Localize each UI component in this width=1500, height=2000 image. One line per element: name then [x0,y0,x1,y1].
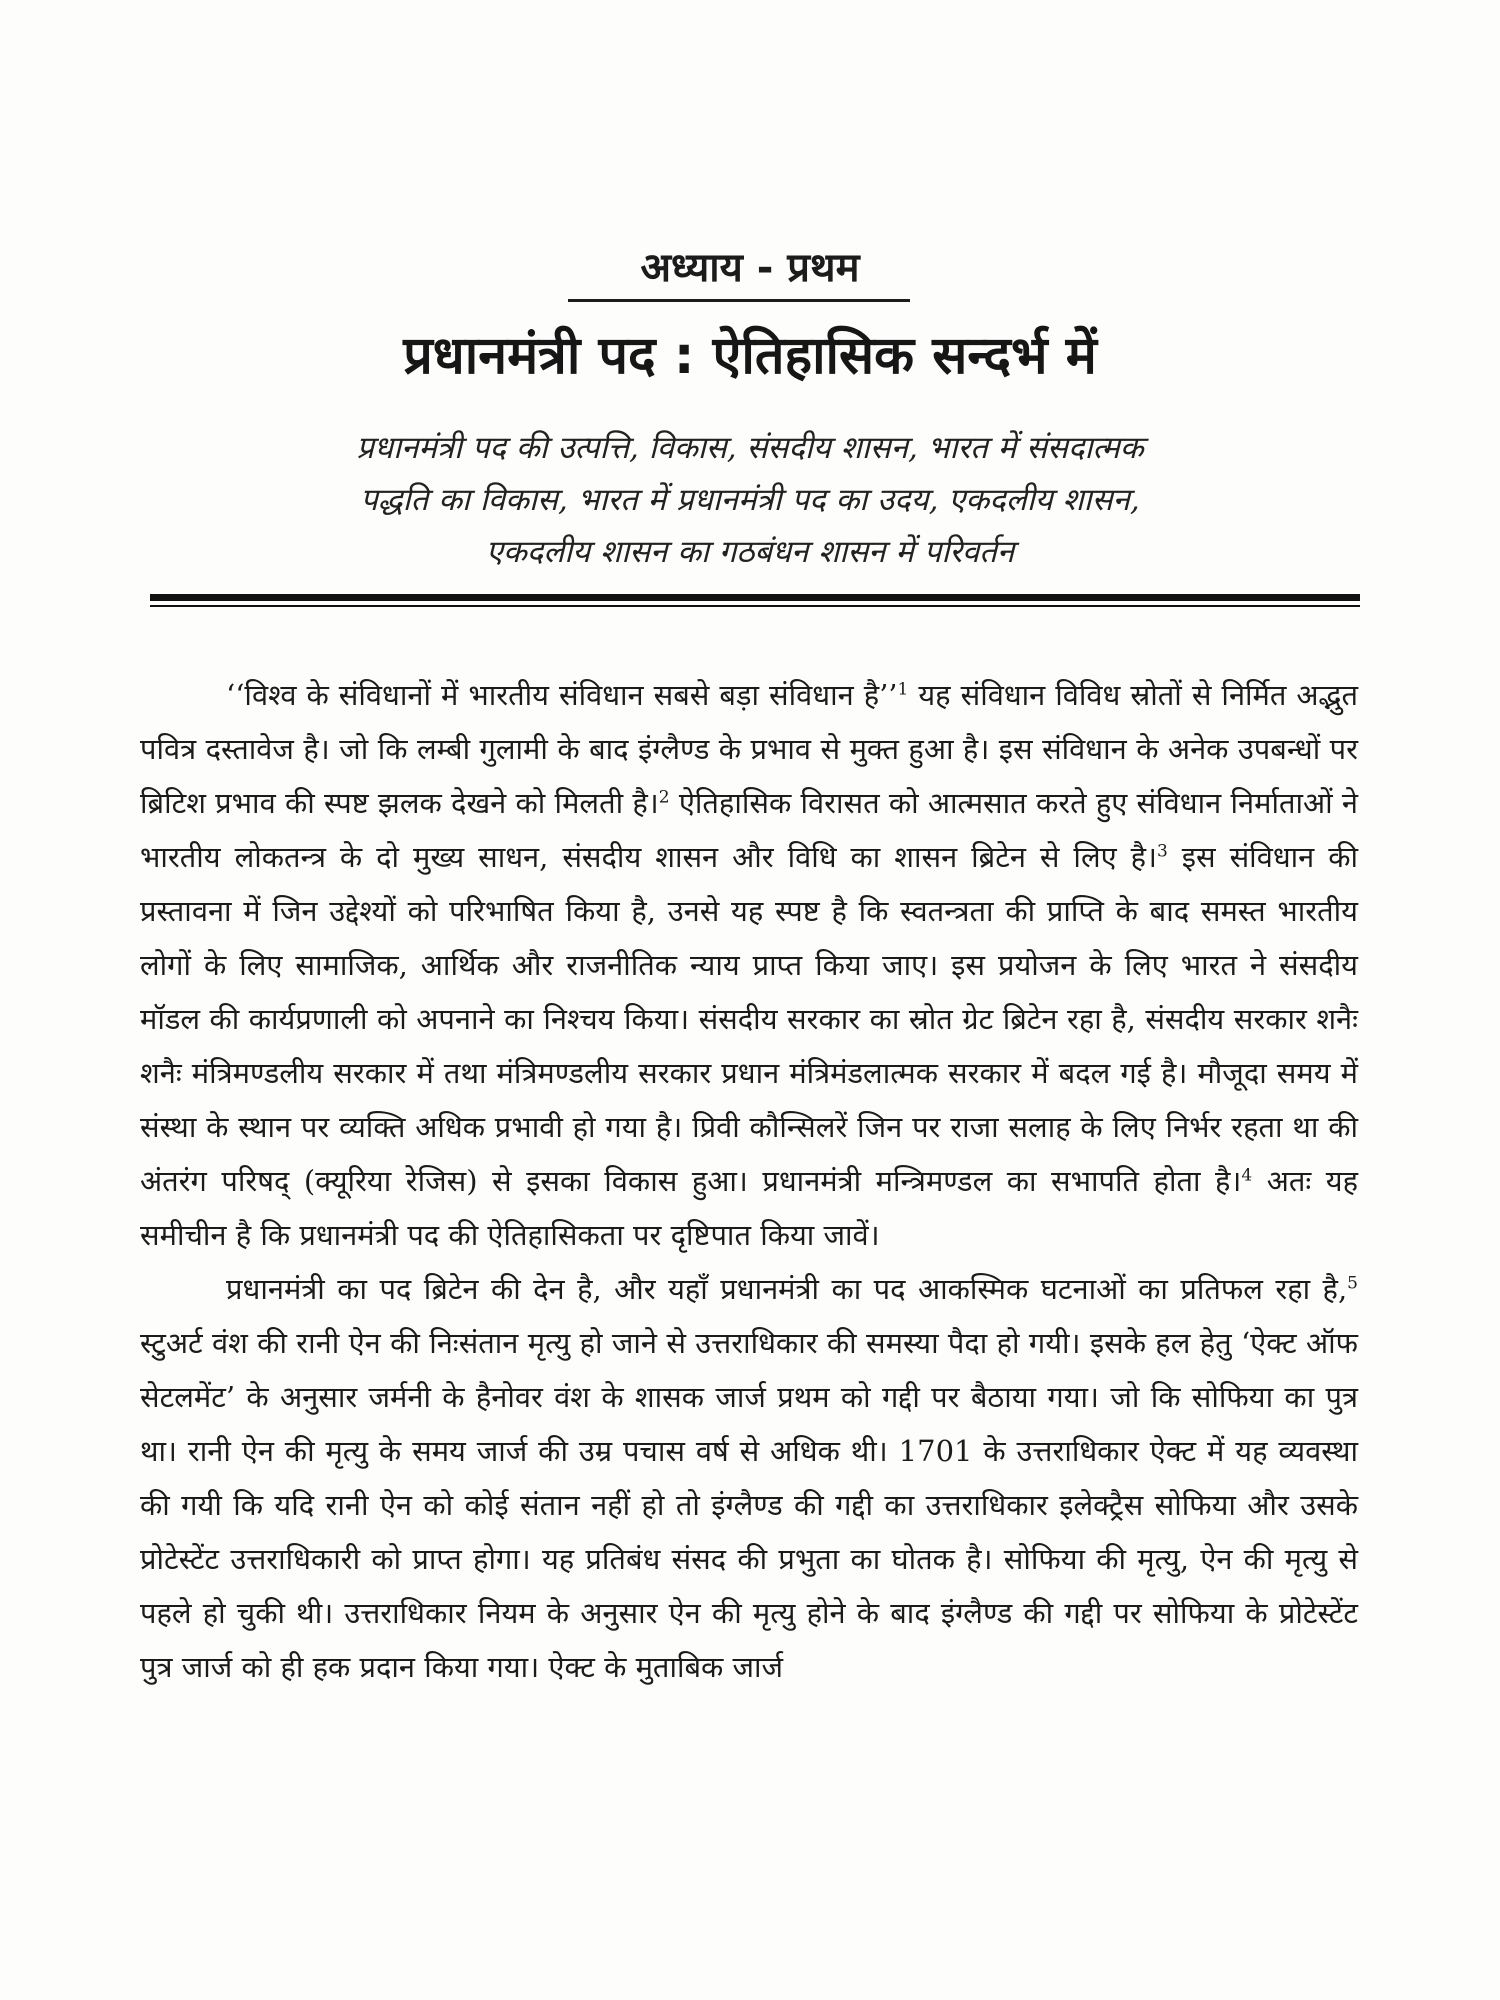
footnote-ref: 2 [658,787,670,808]
chapter-label-underline [568,299,910,302]
body-text [140,668,1358,1694]
footnote-ref: 5 [1347,1273,1358,1294]
chapter-label: अध्याय - प्रथम [640,245,860,291]
section-divider-thin [150,605,1360,607]
footnote-ref: 1 [897,679,909,700]
text-segment: स्टुअर्ट वंश की रानी ऐन की निःसंतान मृत्यु हो जाने से उत्तराधिकार की समस्या पैदा हो गयी। इसके हल हेतु ‘ऐक्ट ऑफ सेटलमेंट’ के अनुसार जर्मनी के हैनोवर वंश के शासक जार्ज प्रथम को गद्दी पर बैठाया गया। जो कि सोफिया का पुत्र था। रानी ऐन की मृत्यु के समय जार्ज की उम्र पचास वर्ष से अधिक थी। 1701 के उत्तराधिकार ऐक्ट में यह व्यवस्था की गयी कि यदि रानी ऐन को कोई संतान नहीं हो तो इंग्लैण्ड की गद्दी का उत्तराधिकार इलेक्ट्रैस सोफिया और उसके प्रोटेस्टेंट उत्तराधिकारी को प्राप्त होगा। यह प्रतिबंध संसद की प्रभुता का घोतक है। सोफिया की मृत्यु, ऐन की मृत्यु से पहले हो चुकी थी। उत्तराधिकार नियम के अनुसार ऐन की मृत्यु होने के बाद इंग्लैण्ड की गद्दी पर सोफिया के प्रोटेस्टेंट पुत्र जार्ज को ही हक प्रदान किया गया। ऐक्ट के मुताबिक जार्ज [140,1326,1358,1684]
subtitle-line: पद्धति का विकास, भारत में प्रधानमंत्री पद का उदय, एकदलीय शासन, [360,482,1140,518]
text-segment: प्रधानमंत्री का पद ब्रिटेन की देन है, और यहाँ प्रधानमंत्री का पद आकस्मिक घटनाओं का प्रतिफल रहा है, [226,1272,1348,1306]
subtitle-line: एकदलीय शासन का गठबंधन शासन में परिवर्तन [485,534,1015,570]
text-segment: ऐतिहासिक विरासत को आत्मसात करते हुए संविधान निर्माताओं ने भारतीय लोकतन्त्र के दो मुख्य साधन, संसदीय शासन और विधि का शासन ब्रिटेन से लिए है। [140,786,1358,874]
subtitle-line: प्रधानमंत्री पद की उत्पत्ति, विकास, संसदीय शासन, भारत में संसदात्मक [356,430,1144,466]
chapter-subtitle [200,422,1300,578]
footnote-ref: 3 [1157,841,1168,862]
text-segment: इस संविधान की प्रस्तावना में जिन उद्देश्यों को परिभाषित किया है, उनसे यह स्पष्ट है कि स्वतन्त्रता की प्राप्ति के बाद समस्त भारतीय लोगों के लिए सामाजिक, आर्थिक और राजनीतिक न्याय प्राप्त किया जाए। इस प्रयोजन के लिए भारत ने संसदीय मॉडल की कार्यप्रणाली को अपनाने का निश्चय किया। संसदीय सरकार का स्रोत ग्रेट ब्रिटेन रहा है, संसदीय सरकार शनैः शनैः मंत्रिमण्डलीय सरकार में तथा मंत्रिमण्डलीय सरकार प्रधान मंत्रिमंडलात्मक सरकार में बदल गई है। मौजूदा समय में संस्था के स्थान पर व्यक्ति अधिक प्रभावी हो गया है। प्रिवी कौन्सिलरें जिन पर राजा सलाह के लिए निर्भर रहता था की अंतरंग परिषद् (क्यूरिया रेजिस) से इसका विकास हुआ। प्रधानमंत्री मन्त्रिमण्डल का सभापति होता है। [140,840,1358,1198]
section-divider-thick [150,594,1360,601]
text-segment: यह संविधान विविध स्रोतों से निर्मित अद्भुत पवित्र दस्तावेज है। जो कि लम्बी गुलामी के बाद इंग्लैण्ड के प्रभाव से मुक्त हुआ है। इस संविधान के अनेक उपबन्धों पर ब्रिटिश प्रभाव की स्पष्ट झलक देखने को मिलती है। [140,678,1358,820]
text-segment: अतः यह समीचीन है कि प्रधानमंत्री पद की ऐतिहासिकता पर दृष्टिपात किया जावें। [140,1164,1358,1252]
paragraph-2 [140,1262,1358,1694]
text-segment: ‘‘विश्व के संविधानों में भारतीय संविधान सबसे बड़ा संविधान है’’ [226,678,898,712]
paragraph-1 [140,668,1358,1262]
footnote-ref: 4 [1241,1165,1253,1186]
chapter-title: प्रधानमंत्री पद : ऐतिहासिक सन्दर्भ में [403,326,1097,386]
